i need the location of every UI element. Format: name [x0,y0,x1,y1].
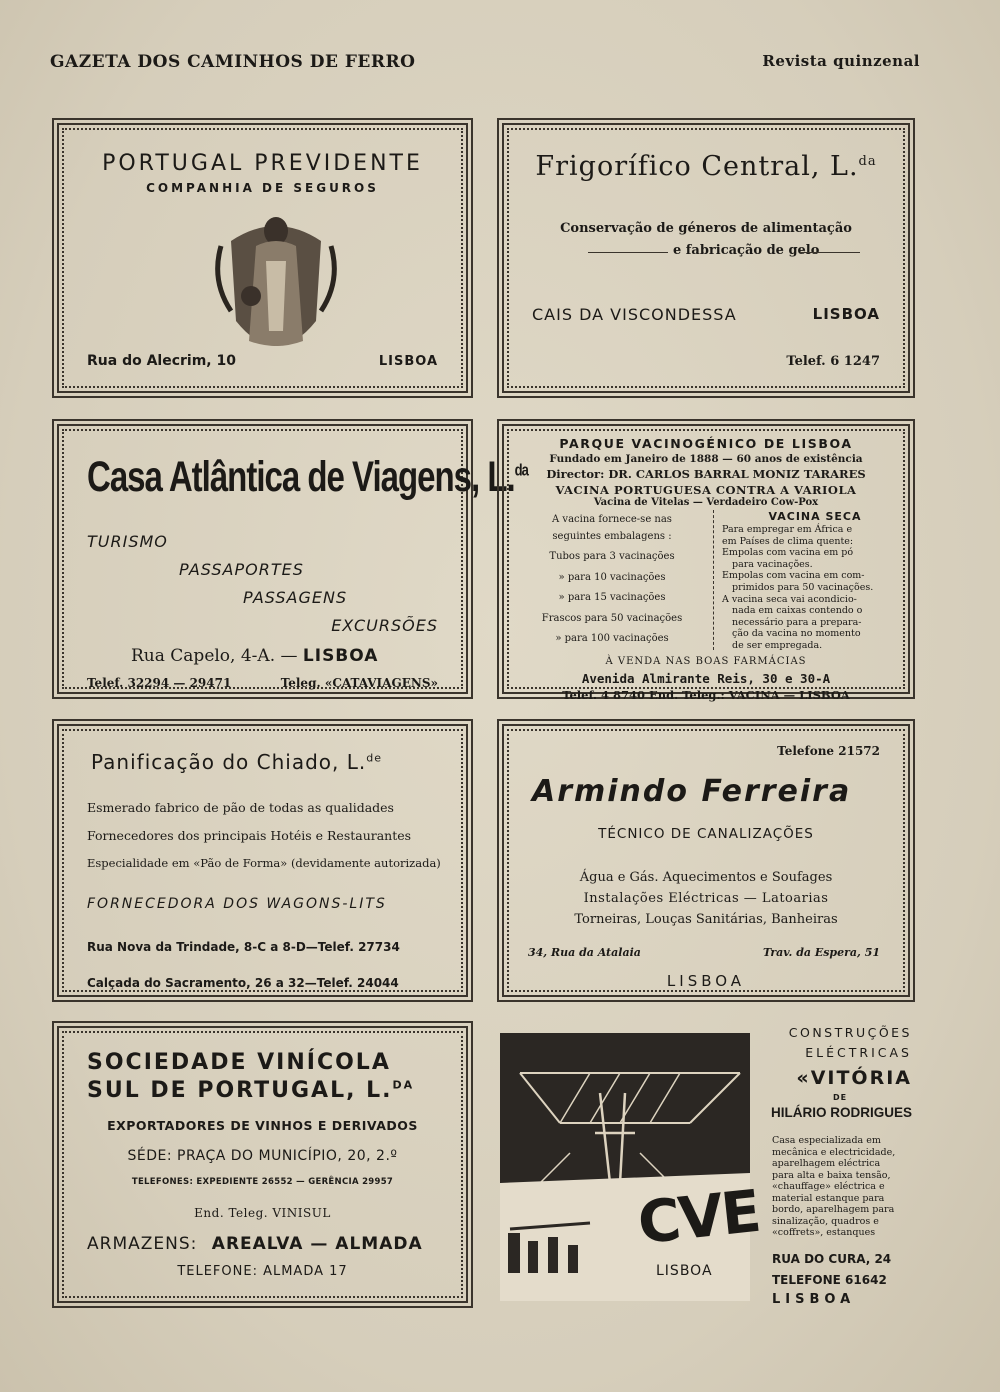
right-line: Empolas com vacina em pó [722,547,854,559]
left-line: Tubos para 3 vacinações [549,551,675,562]
ad-line2: Instalações Eléctricas — Latoarias [583,891,829,906]
ad-title-sup: da [514,459,528,480]
ad-city: LISBOA [378,354,438,369]
ad-city: LISBOA [812,305,880,323]
right-line: de ser empregada. [732,639,823,651]
ad-line1: Conservação de géneros de alimentação [560,221,852,236]
ad-description [772,1135,912,1239]
ad-teleg: Teleg. «CATAVIAGENS» [280,676,438,690]
ad-warehouses [87,1234,423,1254]
ad-armindo-ferreira [497,719,915,1002]
right-column-title: VACINA SECA [768,510,862,523]
ad-subtitle: COMPANHIA DE SEGUROS [146,181,379,195]
ad-frigorifico-central [497,118,915,398]
ad-city: LISBOA [772,1292,856,1307]
ad-footer: Telef. 4 8740 End. Teleg.: VACINA — LISBOA [562,688,850,702]
ad-title-sup: de [366,751,382,765]
ad-address: RUA DO CURA, 24 [772,1252,892,1266]
ad-title-text: Frigorífico Central, L. [535,151,859,182]
ad-line6: Calçada do Sacramento, 26 a 32—Telef. 24044 [87,976,399,990]
ad-address-left: 34, Rua da Atalaia [528,946,641,959]
ad-title: PORTUGAL PREVIDENTE [102,151,423,176]
ad-line2: Director: DR. CARLOS BARRAL MONIZ TARARES [546,467,866,481]
service-excursions: EXCURSÕES [331,616,438,635]
ad-address: CAIS DA VISCONDESSA [532,305,737,324]
ad-phone: Telef. 32294 — 29471 [87,676,232,690]
desc-line: sinalização, quadros e [772,1215,879,1227]
ad-phone: TELEFONE 61642 [772,1273,887,1287]
ad-line1: CONSTRUÇÕES [788,1025,912,1040]
ad-line3: Torneiras, Louças Sanitárias, Banheiras [574,912,838,927]
ad-line1: Água e Gás. Aquecimentos e Soufages [579,870,833,885]
ad-title-sup: da [858,154,877,169]
right-line: para vacinações. [732,558,813,570]
ad-address: Rua do Alecrim, 10 [87,353,236,369]
column-divider [713,510,714,650]
ad-line3: TELEFONES: EXPEDIENTE 26552 — GERÊNCIA 29957 [131,1177,394,1187]
ad-line6: TELEFONE: ALMADA 17 [177,1264,348,1279]
ad-line4: FORNECEDORA DOS WAGONS-LITS [87,896,387,912]
ad-title: Armindo Ferreira [532,774,852,809]
ad-parque-vacinogenico [497,419,915,702]
ad-subtitle: TÉCNICO DE CANALIZAÇÕES [598,826,814,842]
desc-line: bordo, aparelhagem para [772,1204,895,1215]
ad-line2: ELÉCTRICAS [805,1045,912,1060]
ad-city: LISBOA [302,646,379,666]
service-passports: PASSAPORTES [179,560,304,579]
ad-panificacao-chiado [52,719,473,1002]
ad-line2: SÉDE: PRAÇA DO MUNICÍPIO, 20, 2.º [127,1148,398,1164]
ad-address-line [131,646,378,666]
logo-city: LISBOA [656,1263,713,1279]
ad-line5: HILÁRIO RODRIGUES [770,1105,912,1120]
ad-line4: Vacina de Vitelas — Verdadeiro Cow-Pox [593,497,819,508]
ad-avenue: Avenida Almirante Reis, 30 e 30-A [581,671,831,686]
ad-cve-logo [500,1033,763,1301]
pylon-illustration [500,1033,750,1301]
right-line: primidos para 50 vacinações. [732,581,874,593]
ad-title: PARQUE VACINOGÉNICO DE LISBOA [559,436,853,451]
right-column [722,524,912,652]
divider [588,252,668,253]
desc-line: aparelhagem eléctrica [772,1158,881,1169]
ad-line1: EXPORTADORES DE VINHOS E DERIVADOS [107,1118,418,1133]
right-line: em Países de clima quente: [722,535,854,547]
service-tourism: TURISMO [87,532,168,551]
ad-line1: Fundado em Janeiro de 1888 — 60 anos de existência [549,453,863,465]
saint-shield-illustration [211,201,341,371]
ad-construcoes-electricas [760,1021,920,1308]
left-line: A vacina fornece-se nas [552,514,672,525]
desc-line: «chauffage» eléctrica e [772,1181,885,1192]
left-line: » para 10 vacinações [558,571,666,583]
left-line: » para 100 vacinações [555,633,669,644]
divider [800,252,860,253]
right-line: ção da vacina no momento [732,628,861,640]
journal-title: GAZETA DOS CAMINHOS DE FERRO [50,52,416,72]
ad-title [87,452,528,501]
right-line: Empolas com vacina em com- [722,570,865,582]
right-line: Para empregar em África e [722,524,853,535]
ad-portugal-previdente [52,118,473,398]
desc-line: «coffrets», estanques [772,1227,876,1238]
ad-line5-value: AREALVA — ALMADA [211,1234,423,1254]
journal-frequency: Revista quinzenal [762,52,920,70]
ad-sociedade-vinicola [52,1021,473,1308]
service-tickets: PASSAGENS [243,588,348,607]
ad-line3: Especialidade em «Pão de Forma» (devidamente autorizada) [87,856,441,870]
left-line: » para 15 vacinações [558,592,666,603]
ad-title [91,750,382,774]
ad-title-sup: DA [392,1078,415,1092]
desc-line: material estanque para [772,1192,885,1204]
ad-title-text: Casa Atlântica de Viagens, L. [87,452,515,501]
ad-line2: e fabricação de gelo [673,243,820,258]
ad-line5-label: ARMAZENS: [87,1234,198,1254]
ad-casa-atlantica [52,419,528,699]
ad-line4: End. Teleg. VINISUL [194,1206,331,1220]
logo-cve: CVE [634,1176,763,1258]
ad-line2: Fornecedores dos principais Hotéis e Restaurantes [87,828,412,843]
ad-title-line2 [87,1078,414,1103]
left-column [516,512,708,648]
ad-title [518,151,894,182]
ad-title-text: Panificação do Chiado, L. [91,750,367,774]
ad-line3: VACINA PORTUGUESA CONTRA A VARIOLA [555,483,857,497]
right-line: nada em caixas contendo o [732,605,863,617]
left-line: Frascos para 50 vacinações [541,612,683,624]
ad-line4: DE [832,1093,848,1102]
ad-title-text: SUL DE PORTUGAL, L. [87,1078,393,1103]
ad-line5: Rua Nova da Trindade, 8-C a 8-D—Telef. 27734 [87,940,400,954]
right-line: necessário para a prepara- [732,616,862,628]
right-line: A vacina seca vai acondicio- [722,593,857,605]
ad-address-right: Trav. da Espera, 51 [762,946,880,959]
ad-phone: Telefone 21572 [777,744,880,758]
ad-address: Rua Capelo, 4-A. — [131,646,298,666]
ad-city: LISBOA [666,972,746,990]
desc-line: para alta e baixa tensão, [772,1169,891,1181]
ad-title-line1: SOCIEDADE VINÍCOLA [87,1050,391,1075]
left-line: seguintes embalagens : [552,530,672,542]
ad-line3: «VITÓRIA [796,1067,912,1089]
desc-line: mecânica e electricidade, [772,1146,896,1158]
ad-line1: Esmerado fabrico de pão de todas as qualidades [87,800,394,815]
ad-phone: Telef. 6 1247 [786,354,880,369]
ad-sale: À VENDA NAS BOAS FARMÁCIAS [605,656,807,667]
desc-line: Casa especializada em [772,1135,881,1146]
